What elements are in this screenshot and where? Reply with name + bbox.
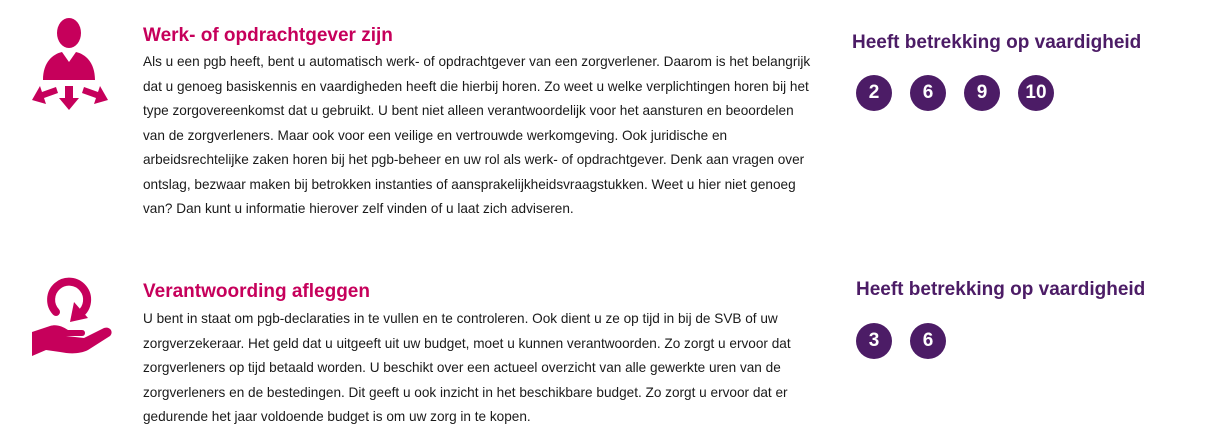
skills-heading: Heeft betrekking op vaardigheid [852,32,1142,53]
section-body: U bent in staat om pgb-declaraties in te vullen en te controleren. Ook dient u ze op tijd in bij de SVB of uw zorgverzekeraar. Het geld dat u uitgeeft uit uw budget, moet u kunnen verantwoorden. Zo zorgt u ervoor dat zorgverleners op tijd betaald worden. U beschikt over een actueel overzicht van alle gewerkte uren van de zorgverleners en de bestedingen. Dit geeft u ook inzicht in het beschikbare budget. Zo zorgt u ervoor dat er gedurende het jaar voldoende budget is om uw zorg in te kopen. [143,311,791,424]
section-title: Verantwoording afleggen [143,281,370,302]
section-title: Werk- of opdrachtgever zijn [143,25,393,46]
skill-badges [856,323,946,359]
skill-badge[interactable]: 6 [910,323,946,359]
section-body: Als u een pgb heeft, bent u automatisch werk- of opdrachtgever van een zorgverlener. Daarom is het belangrijk dat u genoeg basiskennis en vaardigheden heeft die hierbij horen. Zo weet u welke verplichtingen horen bij het type zorgovereenkomst dat u gebruikt. U bent niet alleen verantwoordelijk voor het aansturen en beoordelen van de zorgverleners. Maar ook voor een veilige en vertrouwde werkomgeving. Ook juridische en arbeidsrechtelijke zaken horen bij het pgb-beheer en uw rol als werk- of opdrachtgever. Denk aan vragen over ontslag, bezwaar maken bij betrokken instanties of aansprakelijkheidsvraagstukken. Weet u hier niet genoeg van? Dan kunt u informatie hierover zelf vinden of u laat zich adviseren. [143,54,811,216]
skill-badge[interactable]: 6 [910,75,946,111]
skill-badge[interactable]: 9 [964,75,1000,111]
hand-cycle-arrow-icon [26,272,116,362]
skill-badge[interactable]: 3 [856,323,892,359]
skill-badge[interactable]: 10 [1018,75,1054,111]
skills-heading: Heeft betrekking op vaardigheid [856,279,1146,300]
skill-badge[interactable]: 2 [856,75,892,111]
